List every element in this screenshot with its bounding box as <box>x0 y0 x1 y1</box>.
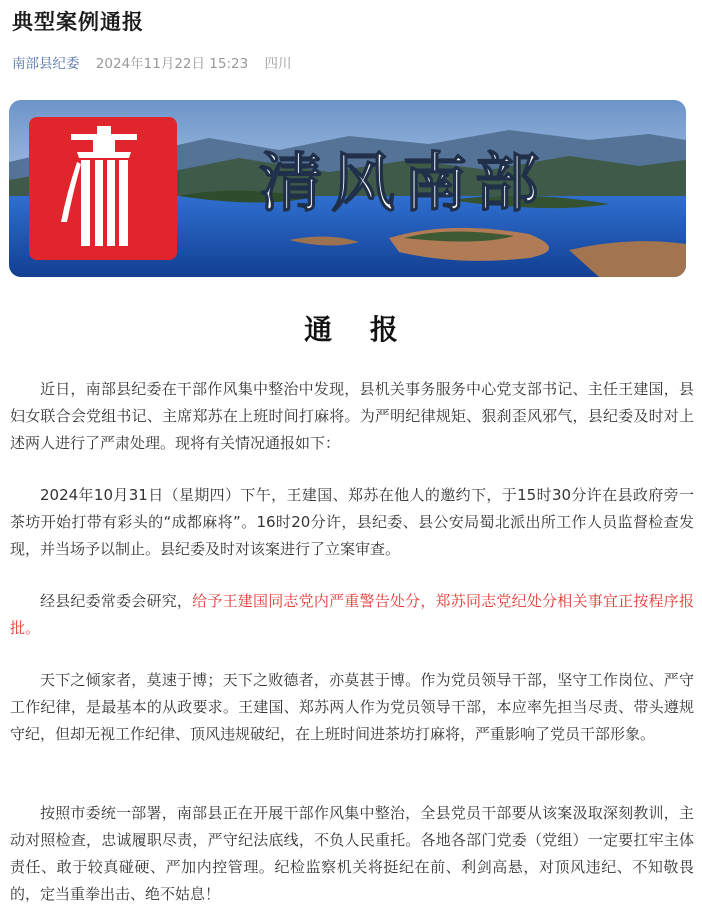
decision-highlight: 给予王建国同志党内严重警告处分，郑苏同志党纪处分相关事宜正按程序报批。 <box>10 592 694 637</box>
banner-caption: 清风南部 <box>259 146 547 221</box>
article-location: 四川 <box>264 56 292 72</box>
article-meta <box>12 52 292 72</box>
notice-heading: 通 报 <box>304 313 412 346</box>
article-datetime: 2024年11月22日 15:23 <box>95 56 249 72</box>
decision-lead: 经县纪委常委会研究， <box>40 592 193 610</box>
notice-paragraph-4: 天下之倾家者，莫速于博；天下之败德者，亦莫甚于博。作为党员领导干部，坚守工作岗位、严守工作纪律，是最基本的从政要求。王建国、郑苏两人作为党员领导干部，本应率先担当尽责、带头遵规守纪，但却无视工作纪律、顶风违规破纪，在上班时间进茶坊打麻将，严重影响了党员干部形象。 <box>10 671 694 743</box>
article-source-link[interactable]: 南部县纪委 <box>12 56 80 72</box>
notice-paragraph-3 <box>10 588 694 642</box>
notice-paragraph-1: 近日，南部县纪委在干部作风集中整治中发现，县机关事务服务中心党支部书记、主任王建国，县妇女联合会党组书记、主席郑苏在上班时间打麻将。为严明纪律规矩、狠刹歪风邪气，县纪委及时对上述两人进行了严肃处理。现将有关情况通报如下： <box>10 380 694 452</box>
notice-paragraph-2: 2024年10月31日（星期四）下午，王建国、郑苏在他人的邀约下，于15时30分许在县政府旁一茶坊开始打带有彩头的“成都麻将”。16时20分许，县纪委、县公安局蜀北派出所工作人员监督检查发现，并当场予以制止。县纪委及时对该案进行了立案审查。 <box>10 486 694 558</box>
notice-paragraph-5: 按照市委统一部署，南部县正在开展干部作风集中整治，全县党员干部要从该案汲取深刻教训，主动对照检查，忠诚履职尽责，严守纪法底线，不负人民重托。各地各部门党委（党组）一定要扛牢主体责任、敢于较真碰硬、严加内控管理。纪检监察机关将挺纪在前、利剑高悬，对顶风违纪、不知敬畏的，定当重拳出击、绝不姑息！ <box>10 804 694 903</box>
article-title: 典型案例通报 <box>12 10 144 34</box>
banner-image <box>9 100 686 277</box>
